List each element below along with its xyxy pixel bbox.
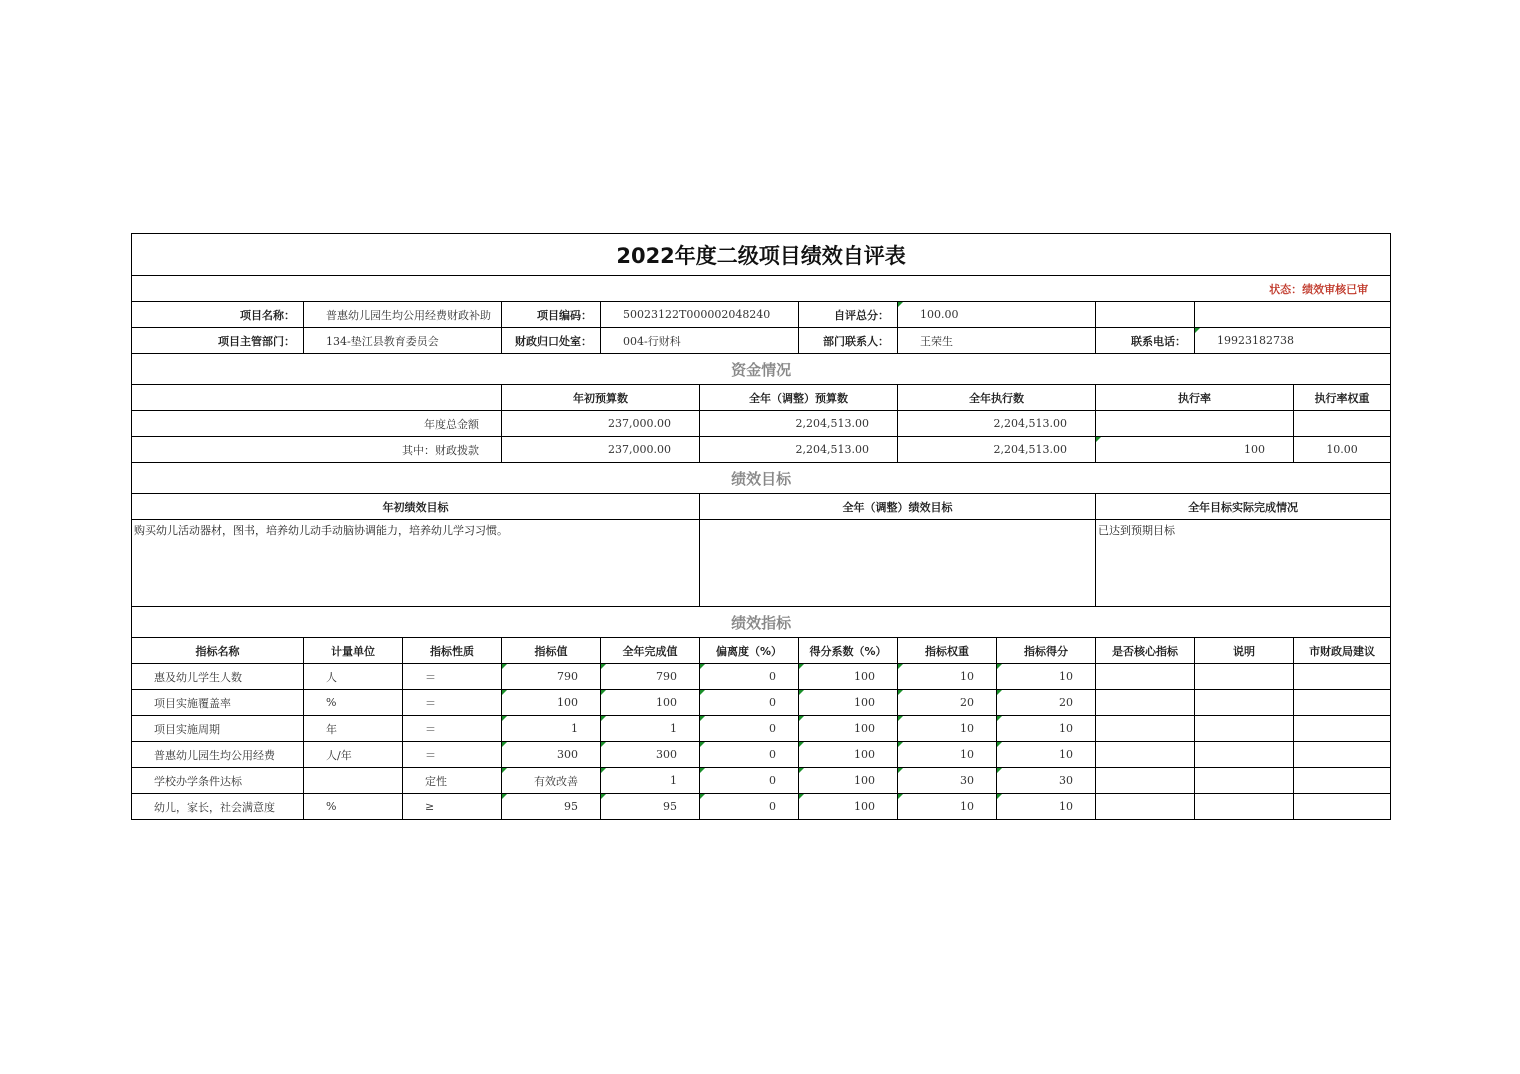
indicator-coefficient[interactable]: 100	[799, 664, 898, 690]
indicator-name[interactable]: 项目实施周期	[132, 716, 304, 742]
dept-value[interactable]: 134-垫江县教育委员会	[304, 328, 502, 354]
funds-row-label: 其中：财政拨款	[132, 437, 502, 463]
indicator-nature[interactable]: ≥	[403, 794, 502, 820]
goals-section-title: 绩效目标	[132, 463, 1391, 494]
indicator-score[interactable]: 10	[997, 742, 1096, 768]
goals-header-row	[132, 494, 1391, 520]
project-name-value[interactable]: 普惠幼儿园生均公用经费财政补助	[304, 302, 502, 328]
indicator-suggestion[interactable]	[1294, 690, 1391, 716]
indicator-core[interactable]	[1096, 716, 1195, 742]
indicator-actual[interactable]: 1	[601, 768, 700, 794]
indicator-deviation[interactable]: 0	[700, 794, 799, 820]
indicator-unit[interactable]: 人	[304, 664, 403, 690]
indicator-row	[132, 768, 1391, 794]
indicator-nature[interactable]: ＝	[403, 716, 502, 742]
indicator-score[interactable]: 10	[997, 794, 1096, 820]
indicator-suggestion[interactable]	[1294, 716, 1391, 742]
indicator-name[interactable]: 项目实施覆盖率	[132, 690, 304, 716]
indicator-unit[interactable]: %	[304, 690, 403, 716]
indicator-note[interactable]	[1195, 716, 1294, 742]
indicator-score[interactable]: 10	[997, 716, 1096, 742]
indicator-actual[interactable]: 300	[601, 742, 700, 768]
indicator-actual[interactable]: 100	[601, 690, 700, 716]
funds-rate[interactable]	[1096, 411, 1294, 437]
indicator-core[interactable]	[1096, 742, 1195, 768]
col-header-actual: 全年完成值	[601, 638, 700, 664]
indicators-body	[132, 664, 1391, 820]
indicator-nature[interactable]: ＝	[403, 690, 502, 716]
indicator-weight[interactable]: 10	[898, 742, 997, 768]
phone-value[interactable]: 19923182738	[1195, 328, 1391, 354]
indicator-score[interactable]: 10	[997, 664, 1096, 690]
indicator-core[interactable]	[1096, 768, 1195, 794]
indicator-row	[132, 690, 1391, 716]
col-header-target: 指标值	[502, 638, 601, 664]
col-header-note: 说明	[1195, 638, 1294, 664]
indicator-unit[interactable]: %	[304, 794, 403, 820]
funds-row-fiscal	[132, 437, 1391, 463]
indicator-row	[132, 742, 1391, 768]
indicator-deviation[interactable]: 0	[700, 690, 799, 716]
indicator-nature[interactable]: 定性	[403, 768, 502, 794]
indicator-note[interactable]	[1195, 742, 1294, 768]
col-header-coefficient: 得分系数（%）	[799, 638, 898, 664]
info-row-2	[132, 328, 1391, 354]
col-header-initial-goal: 年初绩效目标	[132, 494, 700, 520]
indicator-core[interactable]	[1096, 794, 1195, 820]
indicator-row	[132, 716, 1391, 742]
col-header-suggestion: 市财政局建议	[1294, 638, 1391, 664]
indicator-coefficient[interactable]: 100	[799, 690, 898, 716]
funds-initial[interactable]: 237,000.00	[502, 437, 700, 463]
col-header-adjusted-budget: 全年（调整）预算数	[700, 385, 898, 411]
office-value[interactable]: 004-行财科	[601, 328, 799, 354]
indicator-target[interactable]: 95	[502, 794, 601, 820]
project-code-value[interactable]: 50023122T000002048240	[601, 302, 799, 328]
indicator-suggestion[interactable]	[1294, 664, 1391, 690]
indicator-deviation[interactable]: 0	[700, 768, 799, 794]
indicator-nature[interactable]: ＝	[403, 742, 502, 768]
indicator-target[interactable]: 300	[502, 742, 601, 768]
indicator-suggestion[interactable]	[1294, 742, 1391, 768]
indicator-name[interactable]: 普惠幼儿园生均公用经费	[132, 742, 304, 768]
contact-value[interactable]: 王荣生	[898, 328, 1096, 354]
indicator-suggestion[interactable]	[1294, 768, 1391, 794]
col-header-deviation: 偏离度（%）	[700, 638, 799, 664]
phone-label: 联系电话：	[1096, 328, 1195, 354]
project-code-label: 项目编码：	[502, 302, 601, 328]
indicator-score[interactable]: 20	[997, 690, 1096, 716]
col-header-name: 指标名称	[132, 638, 304, 664]
indicator-suggestion[interactable]	[1294, 794, 1391, 820]
indicator-target[interactable]: 1	[502, 716, 601, 742]
col-header-adjusted-goal: 全年（调整）绩效目标	[700, 494, 1096, 520]
indicator-score[interactable]: 30	[997, 768, 1096, 794]
indicator-coefficient[interactable]: 100	[799, 716, 898, 742]
funds-header-blank	[132, 385, 502, 411]
funds-weight[interactable]: 10.00	[1294, 437, 1391, 463]
indicator-actual[interactable]: 1	[601, 716, 700, 742]
indicator-deviation[interactable]: 0	[700, 664, 799, 690]
actual-completion-text[interactable]: 已达到预期目标	[1096, 520, 1391, 607]
indicator-actual[interactable]: 95	[601, 794, 700, 820]
goals-content-row	[132, 520, 1391, 607]
funds-executed[interactable]: 2,204,513.00	[898, 411, 1096, 437]
col-header-core: 是否核心指标	[1096, 638, 1195, 664]
score-label: 自评总分：	[799, 302, 898, 328]
indicator-weight[interactable]: 10	[898, 716, 997, 742]
initial-goal-text[interactable]: 购买幼儿活动器材，图书，培养幼儿动手动脑协调能力，培养幼儿学习习惯。	[132, 520, 700, 607]
score-value[interactable]: 100.00	[898, 302, 1096, 328]
indicator-row	[132, 664, 1391, 690]
col-header-weight: 指标权重	[898, 638, 997, 664]
indicator-row	[132, 794, 1391, 820]
indicator-coefficient[interactable]: 100	[799, 768, 898, 794]
info-row-1	[132, 302, 1391, 328]
adjusted-goal-text[interactable]	[700, 520, 1096, 607]
empty-cell	[1195, 302, 1391, 328]
funds-adjusted[interactable]: 2,204,513.00	[700, 411, 898, 437]
funds-header-row	[132, 385, 1391, 411]
empty-cell	[1096, 302, 1195, 328]
evaluation-sheet	[131, 233, 1390, 820]
col-header-initial-budget: 年初预算数	[502, 385, 700, 411]
indicator-deviation[interactable]: 0	[700, 716, 799, 742]
col-header-nature: 指标性质	[403, 638, 502, 664]
indicator-actual[interactable]: 790	[601, 664, 700, 690]
indicator-unit[interactable]: 人/年	[304, 742, 403, 768]
evaluation-table	[131, 233, 1391, 820]
indicator-target[interactable]: 790	[502, 664, 601, 690]
contact-label: 部门联系人：	[799, 328, 898, 354]
indicator-coefficient[interactable]: 100	[799, 742, 898, 768]
indicators-section-title: 绩效指标	[132, 607, 1391, 638]
indicator-note[interactable]	[1195, 794, 1294, 820]
indicator-name[interactable]: 惠及幼儿学生人数	[132, 664, 304, 690]
funds-executed[interactable]: 2,204,513.00	[898, 437, 1096, 463]
funds-weight[interactable]	[1294, 411, 1391, 437]
indicator-nature[interactable]: ＝	[403, 664, 502, 690]
col-header-rate-weight: 执行率权重	[1294, 385, 1391, 411]
project-name-label: 项目名称：	[132, 302, 304, 328]
indicator-name[interactable]: 学校办学条件达标	[132, 768, 304, 794]
funds-row-total	[132, 411, 1391, 437]
page-title: 2022年度二级项目绩效自评表	[132, 234, 1391, 276]
indicator-core[interactable]	[1096, 664, 1195, 690]
indicator-note[interactable]	[1195, 768, 1294, 794]
indicator-weight[interactable]: 20	[898, 690, 997, 716]
funds-section-title: 资金情况	[132, 354, 1391, 385]
status-badge: 状态：绩效审核已审	[132, 276, 1391, 302]
indicator-deviation[interactable]: 0	[700, 742, 799, 768]
indicator-weight[interactable]: 10	[898, 794, 997, 820]
funds-row-label: 年度总金额	[132, 411, 502, 437]
funds-adjusted[interactable]: 2,204,513.00	[700, 437, 898, 463]
col-header-unit: 计量单位	[304, 638, 403, 664]
indicator-target[interactable]: 有效改善	[502, 768, 601, 794]
col-header-actual-completion: 全年目标实际完成情况	[1096, 494, 1391, 520]
indicator-core[interactable]	[1096, 690, 1195, 716]
indicator-target[interactable]: 100	[502, 690, 601, 716]
indicators-header-row	[132, 638, 1391, 664]
funds-rate[interactable]: 100	[1096, 437, 1294, 463]
indicator-weight[interactable]: 10	[898, 664, 997, 690]
indicator-unit[interactable]: 年	[304, 716, 403, 742]
col-header-exec-rate: 执行率	[1096, 385, 1294, 411]
indicator-unit[interactable]	[304, 768, 403, 794]
col-header-executed: 全年执行数	[898, 385, 1096, 411]
dept-label: 项目主管部门：	[132, 328, 304, 354]
indicator-name[interactable]: 幼儿，家长，社会满意度	[132, 794, 304, 820]
indicator-weight[interactable]: 30	[898, 768, 997, 794]
indicator-note[interactable]	[1195, 690, 1294, 716]
office-label: 财政归口处室：	[502, 328, 601, 354]
indicator-coefficient[interactable]: 100	[799, 794, 898, 820]
indicator-note[interactable]	[1195, 664, 1294, 690]
col-header-score: 指标得分	[997, 638, 1096, 664]
funds-initial[interactable]: 237,000.00	[502, 411, 700, 437]
